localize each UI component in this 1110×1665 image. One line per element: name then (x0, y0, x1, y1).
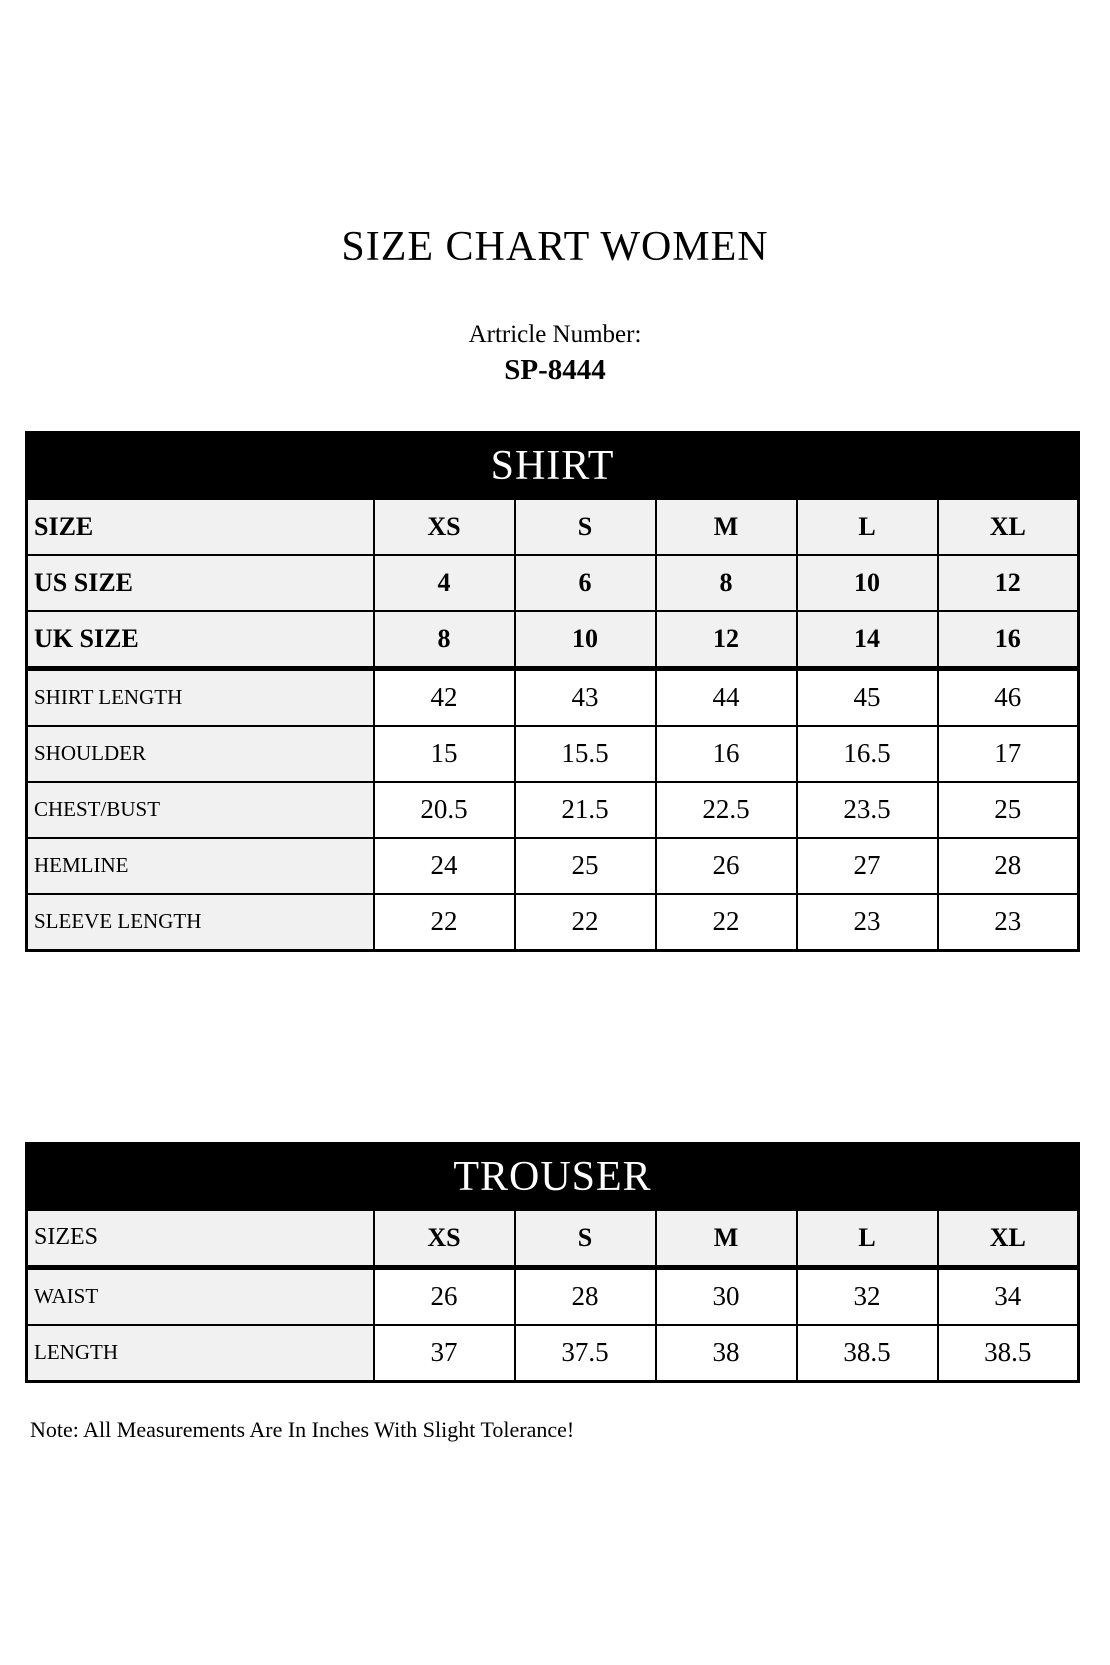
measurement-value-cell: 38 (656, 1325, 797, 1382)
measurement-value-cell: 20.5 (374, 782, 515, 838)
size-value-cell: 12 (656, 611, 797, 669)
measurement-value-cell: 37.5 (515, 1325, 656, 1382)
article-number-value: SP-8444 (504, 354, 606, 387)
measurement-value-cell: 22 (374, 894, 515, 951)
measurement-value-cell: 16.5 (797, 726, 938, 782)
measurement-value-cell: 37 (374, 1325, 515, 1382)
size-value-cell: M (656, 499, 797, 555)
table-row (27, 1325, 1079, 1382)
size-value-cell: 12 (938, 555, 1079, 611)
row-label-cell: CHEST/BUST (27, 782, 374, 838)
measurement-value-cell: 45 (797, 668, 938, 726)
table-header-row (27, 1210, 1079, 1268)
measurement-value-cell: 22.5 (656, 782, 797, 838)
measurement-value-cell: 15.5 (515, 726, 656, 782)
size-value-cell: 14 (797, 611, 938, 669)
size-value-cell: 6 (515, 555, 656, 611)
size-value-cell: 8 (656, 555, 797, 611)
size-value-cell: L (797, 499, 938, 555)
size-value-cell: 10 (797, 555, 938, 611)
measurement-note: Note: All Measurements Are In Inches With Slight Tolerance! (30, 1416, 575, 1442)
row-label-cell: UK SIZE (27, 611, 374, 669)
article-number-label: Artricle Number: (468, 321, 642, 349)
measurement-value-cell: 43 (515, 668, 656, 726)
row-label-cell: SIZE (27, 499, 374, 555)
size-value-cell: 4 (374, 555, 515, 611)
measurement-value-cell: 17 (938, 726, 1079, 782)
row-label-cell: SHOULDER (27, 726, 374, 782)
measurement-value-cell: 21.5 (515, 782, 656, 838)
measurement-value-cell: 30 (656, 1267, 797, 1325)
measurement-value-cell: 38.5 (938, 1325, 1079, 1382)
row-label-cell: WAIST (27, 1267, 374, 1325)
table-header-row (27, 499, 1079, 555)
table-banner-row (27, 1143, 1079, 1210)
table-row (27, 1267, 1079, 1325)
size-value-cell: XS (374, 1210, 515, 1268)
table-row (27, 726, 1079, 782)
row-label-cell: US SIZE (27, 555, 374, 611)
trouser-size-table (25, 1142, 1080, 1383)
measurement-value-cell: 26 (374, 1267, 515, 1325)
measurement-value-cell: 24 (374, 838, 515, 894)
size-value-cell: L (797, 1210, 938, 1268)
row-label-cell: LENGTH (27, 1325, 374, 1382)
measurement-value-cell: 25 (515, 838, 656, 894)
measurement-value-cell: 22 (656, 894, 797, 951)
measurement-value-cell: 46 (938, 668, 1079, 726)
measurement-value-cell: 44 (656, 668, 797, 726)
size-value-cell: 8 (374, 611, 515, 669)
measurement-value-cell: 23.5 (797, 782, 938, 838)
table-header-row (27, 555, 1079, 611)
size-value-cell: M (656, 1210, 797, 1268)
row-label-cell: SHIRT LENGTH (27, 668, 374, 726)
page-title: SIZE CHART WOMEN (341, 224, 769, 270)
table-header-row (27, 611, 1079, 669)
size-value-cell: S (515, 499, 656, 555)
measurement-value-cell: 38.5 (797, 1325, 938, 1382)
size-value-cell: XL (938, 499, 1079, 555)
measurement-value-cell: 27 (797, 838, 938, 894)
table-row (27, 668, 1079, 726)
table-banner-row (27, 432, 1079, 499)
measurement-value-cell: 23 (797, 894, 938, 951)
measurement-value-cell: 34 (938, 1267, 1079, 1325)
measurement-value-cell: 28 (938, 838, 1079, 894)
table-row (27, 782, 1079, 838)
measurement-value-cell: 23 (938, 894, 1079, 951)
table-row (27, 838, 1079, 894)
size-value-cell: S (515, 1210, 656, 1268)
table-banner-title: TROUSER (27, 1143, 1079, 1210)
row-label-cell: SLEEVE LENGTH (27, 894, 374, 951)
size-value-cell: 16 (938, 611, 1079, 669)
measurement-value-cell: 42 (374, 668, 515, 726)
measurement-value-cell: 22 (515, 894, 656, 951)
measurement-value-cell: 16 (656, 726, 797, 782)
size-value-cell: XS (374, 499, 515, 555)
shirt-size-table (25, 431, 1080, 952)
size-value-cell: XL (938, 1210, 1079, 1268)
row-label-cell: SIZES (27, 1210, 374, 1268)
measurement-value-cell: 26 (656, 838, 797, 894)
table-row (27, 894, 1079, 951)
measurement-value-cell: 25 (938, 782, 1079, 838)
measurement-value-cell: 32 (797, 1267, 938, 1325)
table-banner-title: SHIRT (27, 432, 1079, 499)
row-label-cell: HEMLINE (27, 838, 374, 894)
measurement-value-cell: 15 (374, 726, 515, 782)
measurement-value-cell: 28 (515, 1267, 656, 1325)
size-value-cell: 10 (515, 611, 656, 669)
